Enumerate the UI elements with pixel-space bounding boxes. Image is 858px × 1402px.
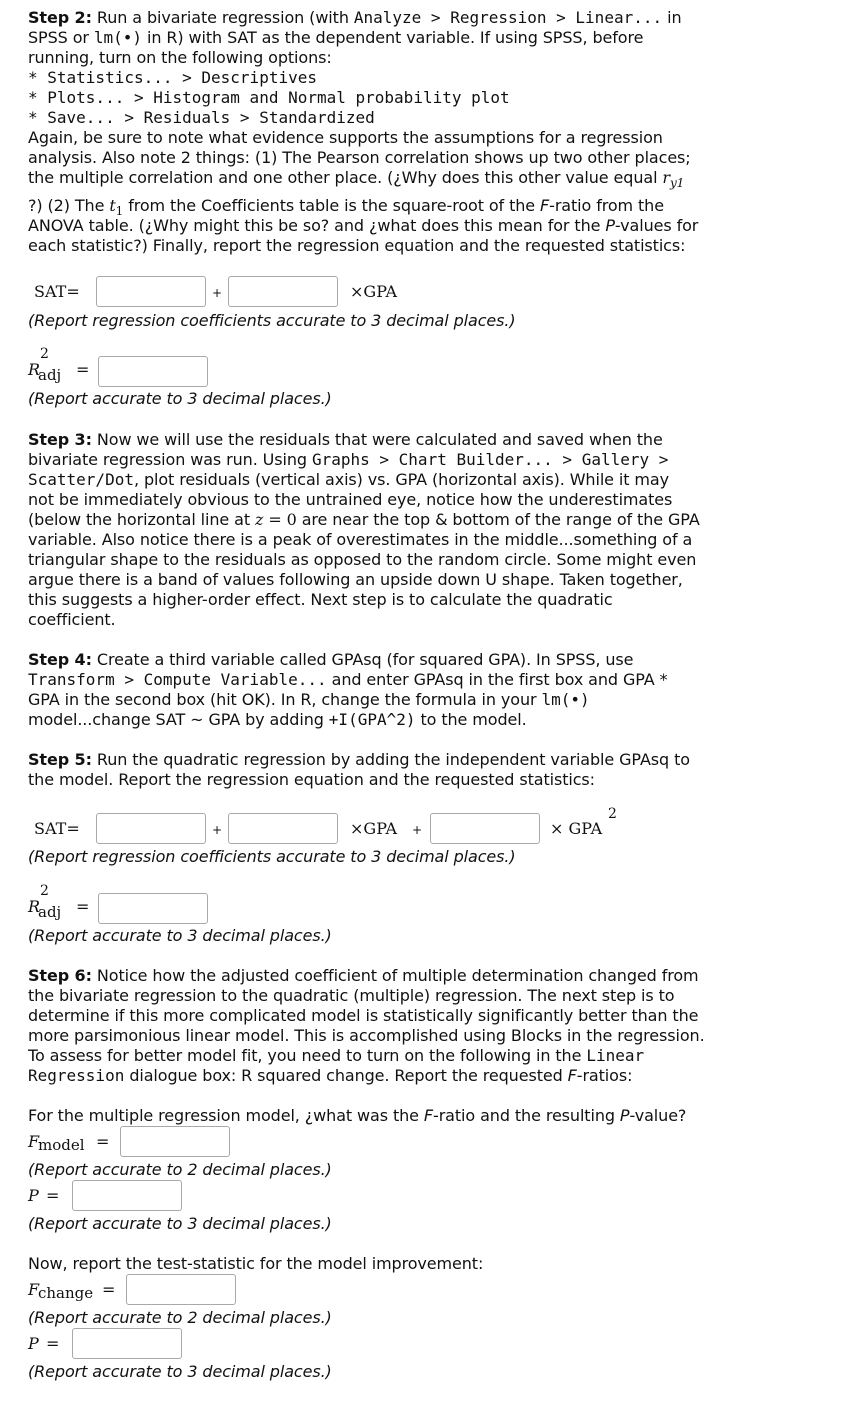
s2-slope-input[interactable]: [228, 276, 338, 307]
step6-line-3: determine if this more complicated model is statistically significantly better than the: [28, 1006, 699, 1025]
step2-line-8: analysis. Also note 2 things: (1) The Pearson correlation shows up two other places;: [28, 148, 691, 167]
step2-heading: Step 2:: [28, 8, 92, 27]
r2-sub: adj: [38, 366, 62, 384]
fchange-sub: change: [38, 1284, 94, 1302]
fmodel-input[interactable]: [120, 1126, 230, 1157]
pchange-label: P: [28, 1334, 39, 1353]
step4-line-2: Transform > Compute Variable... and enter GPAsq in the first box and GPA *: [28, 670, 668, 689]
pchange-note: (Report accurate to 3 decimal places.): [28, 1362, 332, 1381]
s5-intercept-input[interactable]: [96, 813, 206, 844]
s2-r2adj-input[interactable]: [98, 356, 208, 387]
step2-line-12: each statistic?) Finally, report the regression equation and the requested statistics:: [28, 236, 686, 255]
eq-plus: +: [212, 286, 223, 300]
step2-line-7: Again, be sure to note what evidence supports the assumptions for a regression: [28, 128, 663, 147]
step4-line-4: model...change SAT ~ GPA by adding +I(GPA^2) to the model.: [28, 710, 527, 729]
step4-line-1: Step 4: Create a third variable called GPAsq (for squared GPA). In SPSS, use: [28, 650, 634, 669]
pmodel-note: (Report accurate to 3 decimal places.): [28, 1214, 332, 1233]
step2-line-10: ?) (2) The $t_1$ from the Coefficients table is the square-root of the F-ratio from the: [28, 196, 664, 219]
eq5-plus-2: +: [412, 823, 423, 837]
step2-line-3: running, turn on the following options:: [28, 48, 332, 67]
option-statistics: * Statistics... > Descriptives: [28, 68, 317, 87]
pmodel-input[interactable]: [72, 1180, 182, 1211]
step3-line-10: coefficient.: [28, 610, 116, 629]
eq5-sup: 2: [608, 806, 617, 822]
step6-line-1: Step 6: Notice how the adjusted coefficient of multiple determination changed from: [28, 966, 699, 985]
step3-line-2: bivariate regression was run. Using Graphs > Chart Builder... > Gallery >: [28, 450, 669, 469]
r2-5-eq: =: [76, 897, 90, 916]
eq5-plus-1: +: [212, 823, 223, 837]
option-plots: * Plots... > Histogram and Normal probability plot: [28, 88, 510, 107]
step2-line-11: ANOVA table. (¿Why might this be so? and ¿what does this mean for the P-values for: [28, 216, 699, 235]
s5-b2-input[interactable]: [430, 813, 540, 844]
fmodel-question: For the multiple regression model, ¿what was the F-ratio and the resulting P-value?: [28, 1106, 687, 1125]
step2-line-1: Step 2: Run a bivariate regression (with Analyze > Regression > Linear... in: [28, 8, 682, 27]
step6-line-2: the bivariate regression to the quadratic (multiple) regression. The next step is to: [28, 986, 675, 1005]
step5-line-1: Step 5: Run the quadratic regression by adding the independent variable GPAsq to: [28, 750, 690, 769]
step2-line-2: SPSS or lm(•) in R) with SAT as the dependent variable. If using SPSS, before: [28, 28, 644, 47]
s2-r2-note: (Report accurate to 3 decimal places.): [28, 389, 332, 408]
s5-r2-note: (Report accurate to 3 decimal places.): [28, 926, 332, 945]
step3-line-5: (below the horizontal line at z = 0 are near the top & bottom of the range of the GPA: [28, 510, 700, 529]
pmodel-eq: =: [46, 1186, 60, 1205]
step3-line-4: not be immediately obvious to the untrained eye, notice how the underestimates: [28, 490, 673, 509]
r2-5-sup: 2: [40, 883, 49, 899]
eq5-sat-label: SAT=: [34, 819, 80, 838]
r2-label: R: [28, 360, 41, 379]
s5-r2adj-input[interactable]: [98, 893, 208, 924]
step2-line-9: the multiple correlation and one other place. (¿Why does this other value equal $r_{y1}$: [28, 168, 685, 191]
fchange-note: (Report accurate to 2 decimal places.): [28, 1308, 332, 1327]
pchange-eq: =: [46, 1334, 60, 1353]
r2-sup: 2: [40, 346, 49, 362]
r2-5-label: R: [28, 897, 41, 916]
s2-coef-note: (Report regression coefficients accurate to 3 decimal places.): [28, 311, 516, 330]
step6-line-4: more parsimonious linear model. This is accomplished using Blocks in the regression.: [28, 1026, 705, 1045]
r2-5-sub: adj: [38, 903, 62, 921]
s2-intercept-input[interactable]: [96, 276, 206, 307]
s5-b1-input[interactable]: [228, 813, 338, 844]
eq5-x-gpa: ×GPA: [350, 819, 398, 838]
r2-eq: =: [76, 360, 90, 379]
pchange-input[interactable]: [72, 1328, 182, 1359]
fchange-input[interactable]: [126, 1274, 236, 1305]
step3-line-8: argue there is a band of values following an upside down U shape. Taken together,: [28, 570, 683, 589]
step5-line-2: the model. Report the regression equation and the requested statistics:: [28, 770, 595, 789]
step4-line-3: GPA in the second box (hit OK). In R, change the formula in your lm(•): [28, 690, 590, 709]
step3-line-9: this suggests a higher-order effect. Next step is to calculate the quadratic: [28, 590, 613, 609]
fchange-question: Now, report the test-statistic for the model improvement:: [28, 1254, 484, 1273]
step3-line-6: variable. Also notice there is a peak of overestimates in the middle...something of a: [28, 530, 693, 549]
step6-line-6: Regression dialogue box: R squared change. Report the requested F-ratios:: [28, 1066, 633, 1085]
fchange-label: F: [28, 1280, 40, 1299]
step3-line-7: triangular shape to the residuals as opposed to the random circle. Some might even: [28, 550, 697, 569]
step3-line-1: Step 3: Now we will use the residuals that were calculated and saved when the: [28, 430, 663, 449]
s5-coef-note: (Report regression coefficients accurate to 3 decimal places.): [28, 847, 516, 866]
fmodel-note: (Report accurate to 2 decimal places.): [28, 1160, 332, 1179]
fmodel-label: F: [28, 1132, 40, 1151]
fmodel-sub: model: [38, 1136, 85, 1154]
eq-x-gpa: ×GPA: [350, 282, 398, 301]
step6-line-5: To assess for better model fit, you need to turn on the following in the Linear: [28, 1046, 645, 1065]
pmodel-label: P: [28, 1186, 39, 1205]
fchange-eq: =: [102, 1280, 116, 1299]
eq5-x-gpa-sq: × GPA: [550, 819, 603, 838]
option-save: * Save... > Residuals > Standardized: [28, 108, 375, 127]
eq-sat-label: SAT=: [34, 282, 80, 301]
step3-line-3: Scatter/Dot, plot residuals (vertical axis) vs. GPA (horizontal axis). While it may: [28, 470, 669, 489]
fmodel-eq: =: [96, 1132, 110, 1151]
